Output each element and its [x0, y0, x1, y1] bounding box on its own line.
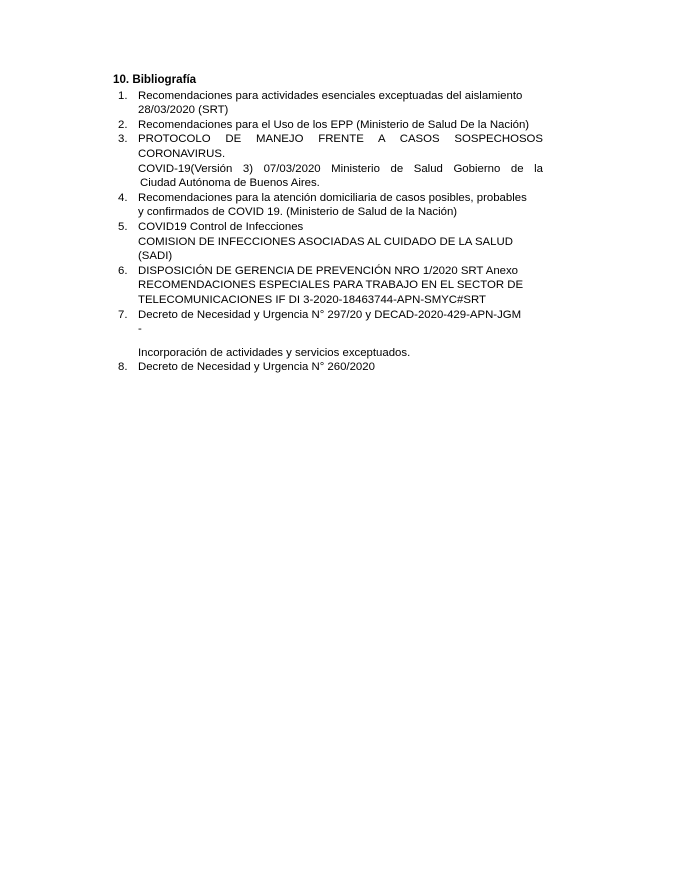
section-heading: 10. Bibliografía	[113, 73, 197, 86]
reference-item-6	[113, 264, 543, 308]
reference-item-5	[113, 220, 543, 264]
reference-line: COMISION DE INFECCIONES ASOCIADAS AL CUIDADO DE LA SALUD	[138, 235, 513, 248]
reference-list	[113, 89, 543, 375]
reference-item-1	[113, 89, 543, 118]
bibliography-section	[113, 73, 543, 375]
reference-number: 4.	[118, 191, 128, 204]
reference-line: Decreto de Necesidad y Urgencia N° 297/20 y DECAD-2020-429-APN-JGM	[138, 308, 522, 321]
reference-line: (SADI)	[138, 250, 173, 263]
reference-line: DISPOSICIÓN DE GERENCIA DE PREVENCIÓN NRO 1/2020 SRT Anexo	[138, 264, 519, 277]
reference-line: y confirmados de COVID 19. (Ministerio de Salud de la Nación)	[138, 206, 458, 219]
reference-line: Recomendaciones para el Uso de los EPP (Ministerio de Salud De la Nación)	[138, 118, 530, 131]
reference-line: Decreto de Necesidad y Urgencia N° 260/2020	[138, 361, 375, 374]
reference-line: COVID-19(Versión 3) 07/03/2020 Ministerio de Salud Gobierno de la	[138, 162, 543, 175]
reference-line: Ciudad Autónoma de Buenos Aires.	[140, 177, 320, 190]
reference-line: PROTOCOLO DE MANEJO FRENTE A CASOS SOSPECHOSOS	[138, 133, 543, 146]
reference-item-7	[113, 308, 543, 361]
reference-number: 8.	[118, 361, 128, 374]
reference-line: TELECOMUNICACIONES IF DI 3-2020-18463744-APN-SMYC#SRT	[138, 293, 486, 306]
reference-number: 2.	[118, 118, 128, 131]
reference-item-3	[113, 132, 543, 190]
reference-line: 28/03/2020 (SRT)	[138, 104, 229, 117]
reference-line: Recomendaciones para la atención domiciliaria de casos posibles, probables	[138, 191, 527, 204]
reference-item-8	[113, 360, 543, 375]
reference-number: 1.	[118, 89, 128, 102]
reference-line: Recomendaciones para actividades esenciales exceptuadas del aislamiento	[138, 89, 523, 102]
reference-number: 5.	[118, 220, 128, 233]
reference-number: 6.	[118, 264, 128, 277]
reference-line: COVID19 Control de Infecciones	[138, 220, 304, 233]
paragraph-gap	[138, 337, 543, 346]
reference-item-2	[113, 118, 543, 133]
reference-item-4	[113, 191, 543, 220]
reference-number: 3.	[118, 133, 128, 146]
reference-number: 7.	[118, 308, 128, 321]
reference-line: CORONAVIRUS.	[138, 147, 226, 160]
reference-line: RECOMENDACIONES ESPECIALES PARA TRABAJO EN EL SECTOR DE	[138, 279, 524, 292]
reference-line: Incorporación de actividades y servicios exceptuados.	[138, 346, 411, 359]
reference-line: -	[138, 323, 142, 336]
